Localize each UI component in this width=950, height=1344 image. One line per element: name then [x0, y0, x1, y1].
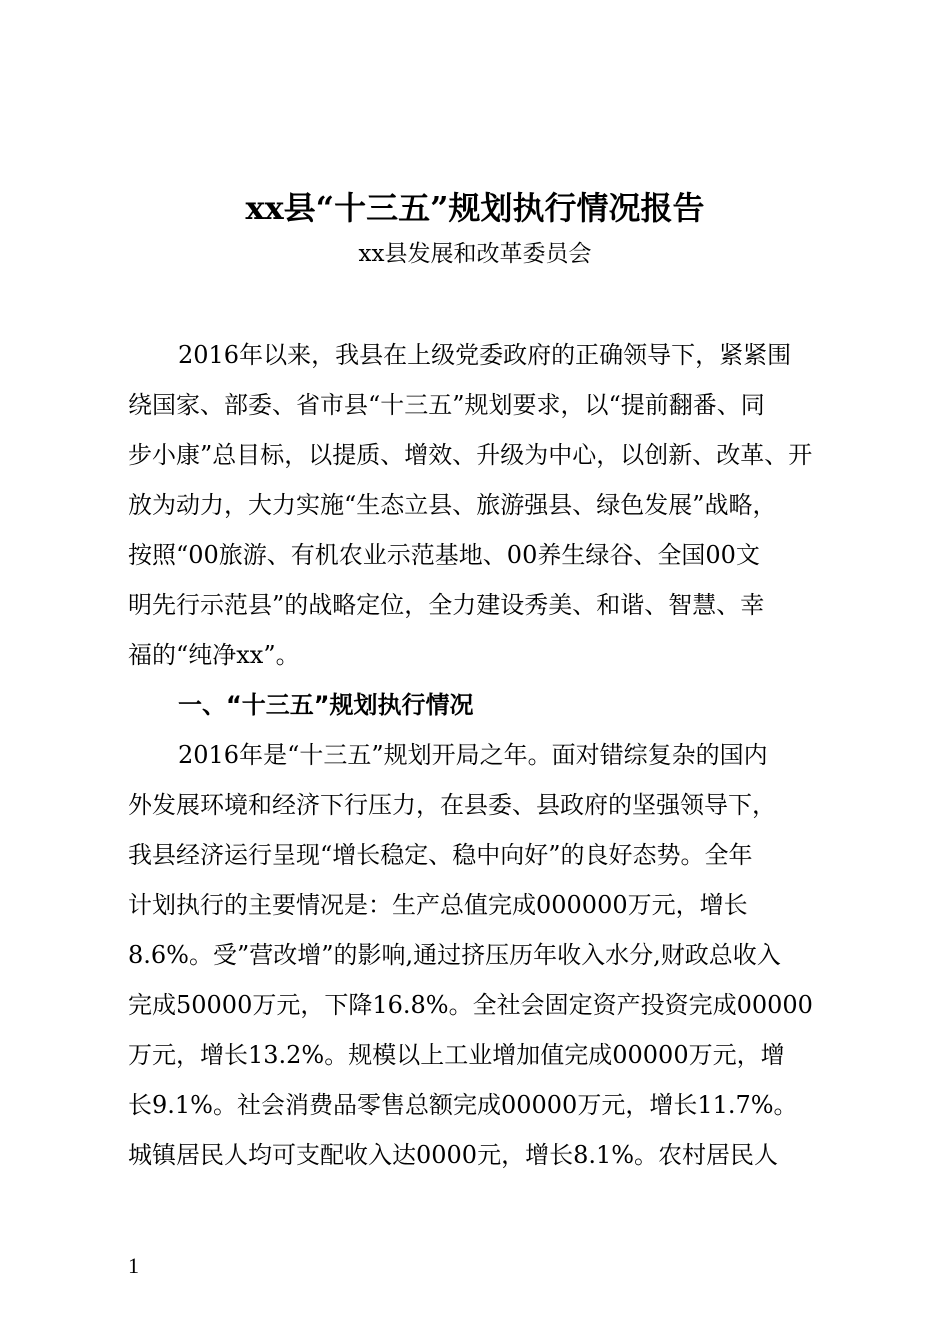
paragraph-execution: [128, 730, 838, 1180]
paragraph-line: 长9.1%。社会消费品零售总额完成00000万元，增长11.7%。: [128, 1091, 798, 1119]
paragraph-line: 外发展环境和经济下行压力，在县委、县政府的坚强领导下，: [128, 791, 776, 819]
paragraph-line: 2016年是“十三五”规划开局之年。面对错综复杂的国内: [178, 741, 768, 769]
paragraph-intro: [128, 330, 838, 680]
paragraph-line: 计划执行的主要情况是：生产总值完成000000万元，增长: [128, 891, 748, 919]
paragraph-line: 绕国家、部委、省市县“十三五”规划要求，以“提前翻番、同: [128, 391, 765, 419]
paragraph-line: 2016年以来，我县在上级党委政府的正确领导下，紧紧围: [178, 341, 792, 369]
paragraph-line: 8.6%。受”营改增”的影响,通过挤压历年收入水分,财政总收入: [128, 941, 781, 969]
page-number: 1: [128, 1253, 139, 1278]
paragraph-line: 福的“纯净xx”。: [128, 641, 300, 669]
paragraph-line: 放为动力，大力实施“生态立县、旅游强县、绿色发展”战略，: [128, 491, 777, 519]
section-heading-1: [128, 680, 838, 730]
document-subtitle: xx县发展和改革委员会: [358, 241, 592, 267]
paragraph-line: 万元，增长13.2%。规模以上工业增加值完成00000万元，增: [128, 1041, 785, 1069]
paragraph-line: 按照“00旅游、有机农业示范基地、00养生绿谷、全国00文: [128, 541, 760, 569]
document-title: xx县“十三五”规划执行情况报告: [245, 189, 705, 227]
section-heading-text: 一、“十三五”规划执行情况: [178, 691, 474, 719]
paragraph-line: 城镇居民人均可支配收入达0000元，增长8.1%。农村居民人: [128, 1141, 779, 1169]
paragraph-line: 完成50000万元，下降16.8%。全社会固定资产投资完成00000: [128, 991, 813, 1019]
paragraph-line: 明先行示范县”的战略定位，全力建设秀美、和谐、智慧、幸: [128, 591, 765, 619]
paragraph-line: 我县经济运行呈现“增长稳定、稳中向好”的良好态势。全年: [128, 841, 753, 869]
paragraph-line: 步小康”总目标，以提质、增效、升级为中心，以创新、改革、开: [128, 441, 813, 469]
